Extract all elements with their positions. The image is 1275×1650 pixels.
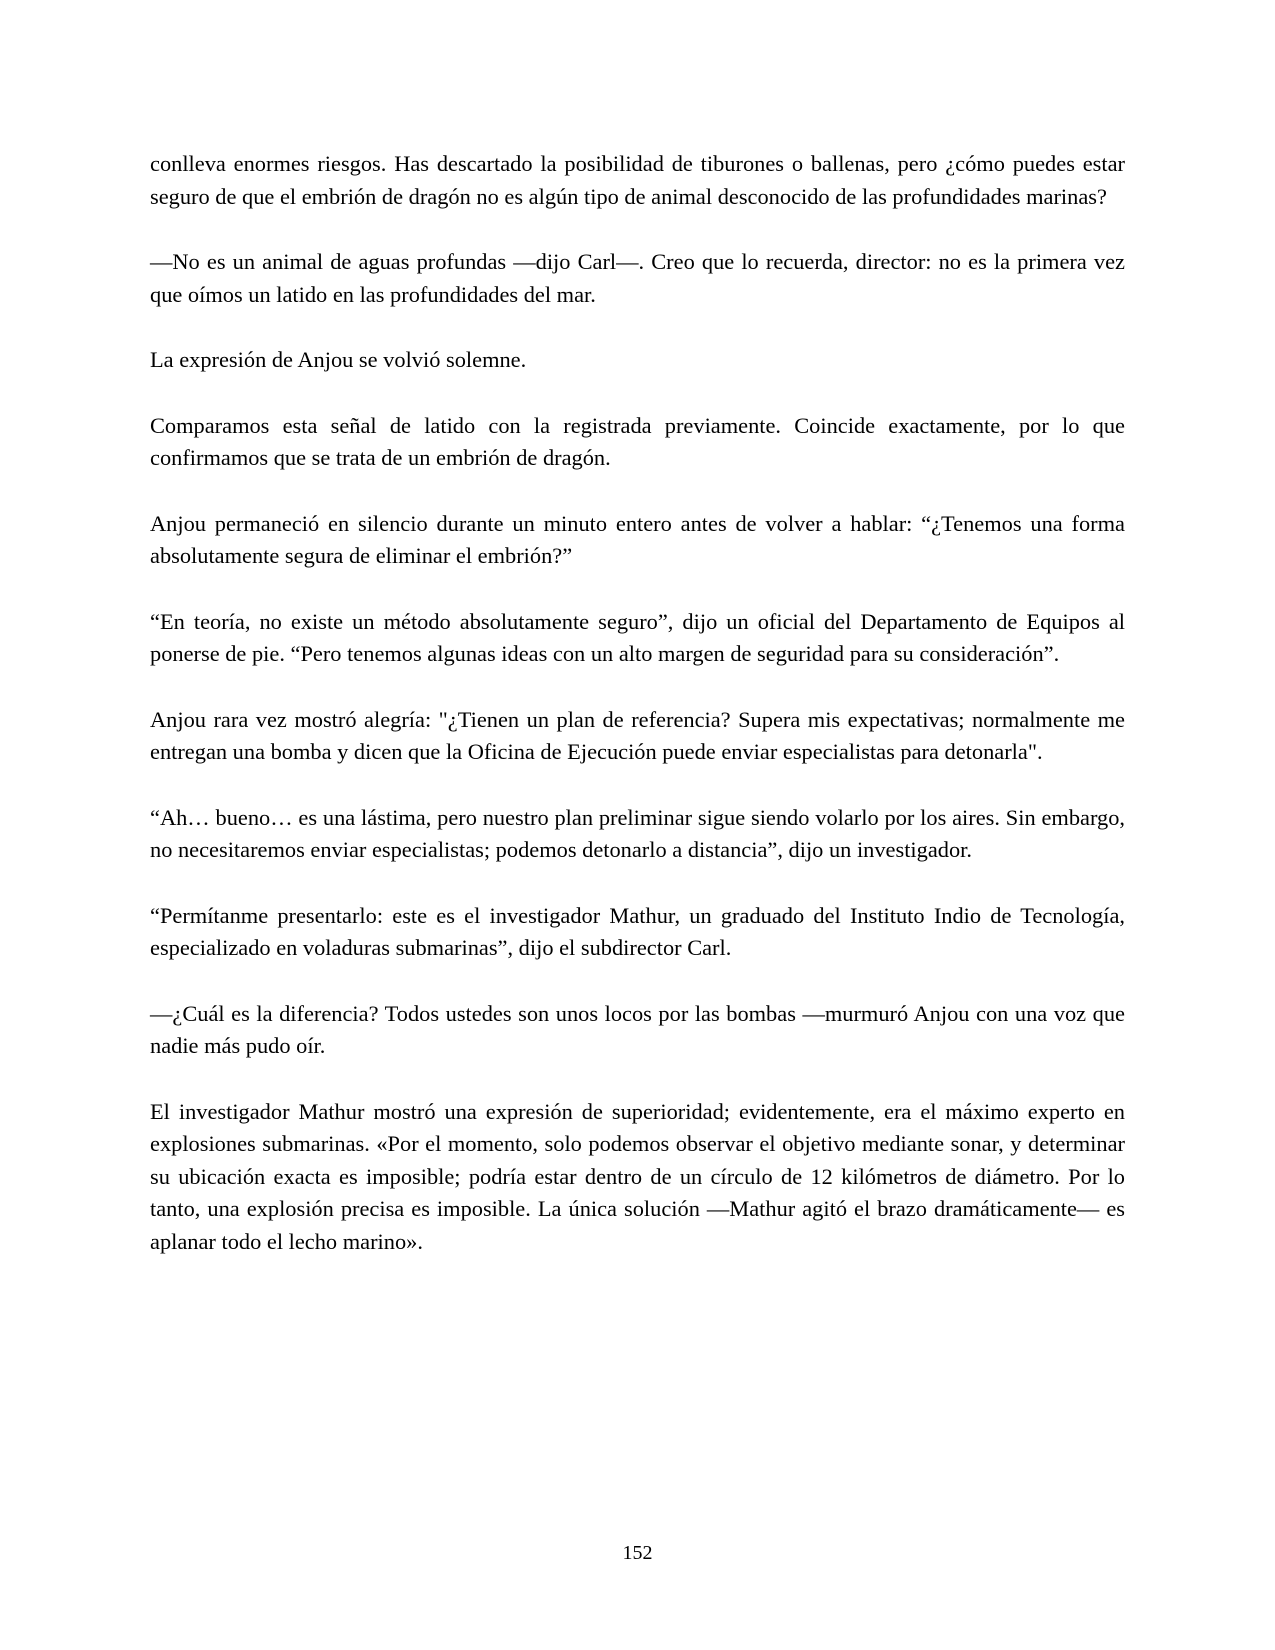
body-text — [150, 148, 1125, 1291]
page-number: 152 — [622, 1542, 653, 1564]
paragraph: conlleva enormes riesgos. Has descartado la posibilidad de tiburones o ballenas, pero ¿cómo puedes estar seguro de que el embrión de dragón no es algún tipo de animal desconocido de las profundidades marinas? — [150, 151, 1125, 209]
paragraph: Anjou permaneció en silencio durante un minuto entero antes de volver a hablar: “¿Tenemos una forma absolutamente segura de eliminar el embrión?” — [150, 510, 1125, 568]
paragraph: —No es un animal de aguas profundas —dijo Carl—. Creo que lo recuerda, director: no es la primera vez que oímos un latido en las profundidades del mar. — [150, 249, 1125, 307]
paragraph: —¿Cuál es la diferencia? Todos ustedes son unos locos por las bombas —murmuró Anjou con una voz que nadie más pudo oír. — [150, 1000, 1125, 1058]
paragraph: “En teoría, no existe un método absolutamente seguro”, dijo un oficial del Departamento de Equipos al ponerse de pie. “Pero tenemos algunas ideas con un alto margen de seguridad para su consideración”. — [150, 608, 1125, 666]
paragraph: Comparamos esta señal de latido con la registrada previamente. Coincide exactamente, por lo que confirmamos que se trata de un embrión de dragón. — [150, 412, 1125, 470]
paragraph: Anjou rara vez mostró alegría: "¿Tienen un plan de referencia? Supera mis expectativas; normalmente me entregan una bomba y dicen que la Oficina de Ejecución puede enviar especialistas para detonarla". — [150, 706, 1125, 764]
paragraph: La expresión de Anjou se volvió solemne. — [150, 347, 527, 372]
paragraph: “Permítanme presentarlo: este es el investigador Mathur, un graduado del Instituto Indio de Tecnología, especializado en voladuras submarinas”, dijo el subdirector Carl. — [150, 902, 1125, 960]
paragraph: “Ah… bueno… es una lástima, pero nuestro plan preliminar sigue siendo volarlo por los aires. Sin embargo, no necesitaremos enviar especialistas; podemos detonarlo a distancia”, dijo un investigador. — [150, 804, 1125, 862]
paragraph: El investigador Mathur mostró una expresión de superioridad; evidentemente, era el máximo experto en explosiones submarinas. «Por el momento, solo podemos observar el objetivo mediante sonar, y determinar su ubicación exacta es imposible; podría estar dentro de un círculo de 12 kilómetros de diámetro. Por lo tanto, una explosión precisa es imposible. La única solución —Mathur agitó el brazo dramáticamente— es aplanar todo el lecho marino». — [150, 1098, 1125, 1254]
